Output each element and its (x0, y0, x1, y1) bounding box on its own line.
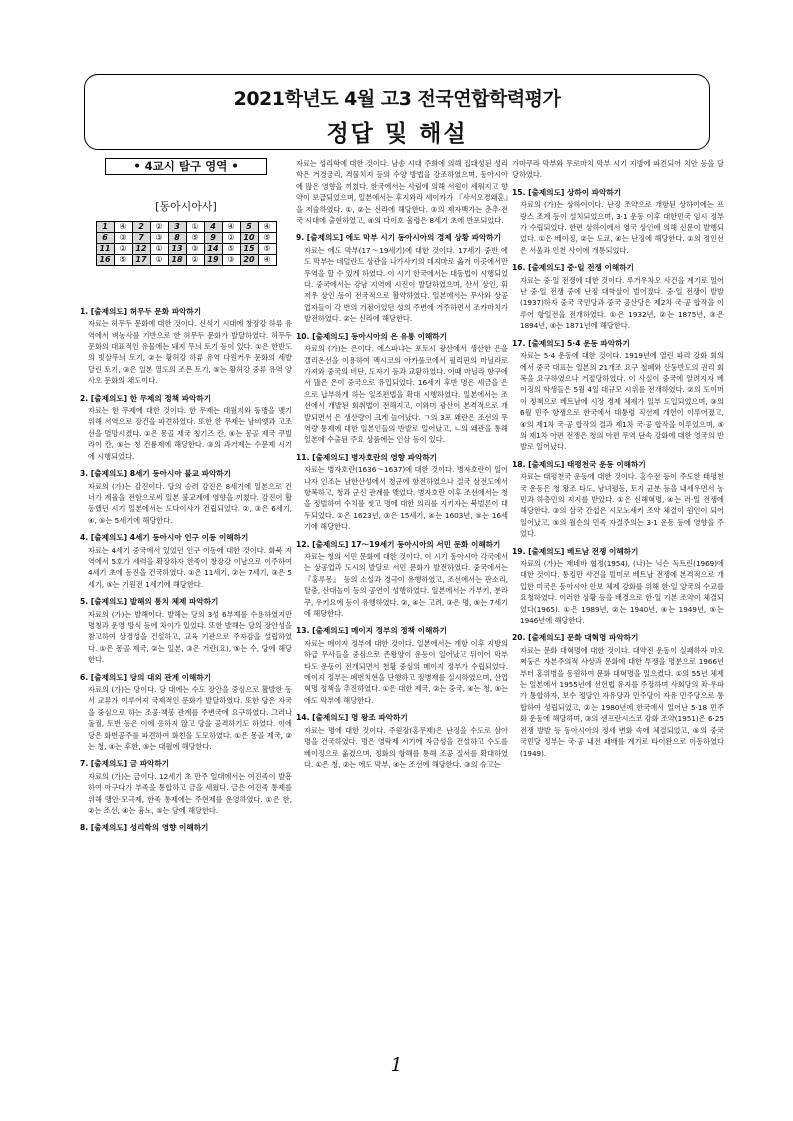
question-heading: 8. [출제의도] 성리학의 영향 이해하기 (80, 823, 209, 833)
question-explanation: 자료의 (가)는 상하이이다. 난징 조약으로 개항된 상하이에는 프랑스 조계 등이 설치되었으며, 3·1 운동 이후 대한민국 임시 정부가 수립되었다. 한편 상하이에서 영국 상인에 의해 신문이 발행되었다. ①은 베이징, ②는 도쿄, ④는 난징에 해당한다. ①의 정인선은 서울과 인천 사이에 개통되었다. (520, 200, 724, 255)
question-number: 2 (132, 221, 150, 232)
question-number: 7 (132, 232, 150, 243)
question-number: 18 (168, 254, 186, 265)
question-heading: 2. [출제의도] 한 무제의 정책 파악하기 (80, 393, 212, 403)
question-explanation: 자료의 (가)는 발해이다. 발해는 당의 3성 6부제를 수용하였지만 명칭과 운영 방식 등에 차이가 있었다. 또한 발해는 당의 장안성을 참고하여 상경성을 건설하고, 교육 기관으로 주자감을 설립하였다. ①은 몽골 제국, ②는 일본, ③은 거란(요), ⑤는 수, 당에 해당한다. (88, 609, 292, 665)
answer-choice: ① (186, 221, 204, 232)
question-heading: 1. [출제의도] 허무두 문화 파악하기 (80, 306, 202, 316)
question-heading: 16. [출제의도] 중·일 전쟁 이해하기 (512, 263, 634, 273)
answer-choice: ③ (150, 232, 168, 243)
question-number: 20 (240, 254, 258, 265)
answer-choice: ③ (186, 243, 204, 254)
answer-choice: ③ (114, 232, 132, 243)
question-explanation: 자료의 (가)는 감진이다. 당의 승려 감진은 8세기에 일본으로 건너가 계율을 전함으로써 일본 불교계에 영향을 끼쳤다. 감진이 활동했던 시기 일본에서는 도다이사가 건립되었다. ②, ③은 6세기, ④, ⑤는 5세기에 해당한다. (88, 481, 292, 525)
answer-row (96, 243, 276, 254)
answer-choice: ⑤ (114, 254, 132, 265)
column-left (80, 158, 292, 840)
question-explanation: 자료는 중·일 전쟁에 대한 것이다. 루거우차오 사건을 계기로 일어난 중·일 전쟁 중에 난징 대학살이 벌어졌다. 중·일 전쟁이 발발(1937)하자 중국 국민당과 중국 공산당은 제2차 국·공 합작을 이루어 항일전을 전개하였다. ①은 1932년, ②는 1875년, ③은 1894년, ④는 1871년에 해당한다. (520, 275, 724, 331)
explanation-item (296, 712, 508, 770)
question-number: 15 (240, 243, 258, 254)
answer-choice: ⑤ (258, 243, 276, 254)
answer-choice: ⑤ (258, 232, 276, 243)
explanations-middle (296, 232, 508, 770)
question-number: 19 (204, 254, 222, 265)
question-explanation: 자료는 청의 서민 문화에 대한 것이다. 이 시기 동아시아 각국에서는 상공업과 도시의 발달로 서민 문화가 발전하였다. 중국에서는 『홍루몽』 등의 소설과 경극이 유행하였고, 조선에서는 판소리, 탈춤, 산대놀이 등의 공연이 성행하였다. 일본에서는 가부키, 분라쿠, 우키요에 등이 유행하였다. ②, ④는 고려, ③은 명, ⑤는 7세기에 해당한다. (304, 552, 508, 619)
answer-key-table (96, 221, 277, 266)
question-explanation: 자료의 (가)는 은이다. 에스파냐는 포토시 광산에서 생산한 은을 갤리온선을 이용하여 멕시코의 아카풀코에서 필리핀의 마닐라로 가져와 중국의 비단, 도자기 등과 교환하였다. 이때 마닐라 항구에서 많은 은이 중국으로 유입되었다. 16세기 후반 명은 세금을 은으로 납부하게 하는 일조편법을 확대 시행하였다. 일본에서는 조선에서 개발된 회취법이 전해지고, 이와미 광산이 본격적으로 개발되면서 은 생산량이 크게 늘어났다. ㄱ의 3포 왜란은 조선의 무역량 통제에 대한 일본인들의 반발로 일어났고, ㄴ의 왜관을 통해 일본에 수출된 주요 상품에는 인삼 등이 있다. (304, 344, 508, 445)
question-explanation: 자료는 병자호란(1636～1637)에 대한 것이다. 병자호란이 일어나자 인조는 남한산성에서 청군에 항전하였으나 결국 삼전도에서 항복하고, 청과 군신 관계를 맺었다. 병자호란 이후 조선에서는 청을 정벌하여 수치를 씻고 명에 대한 의리를 지키자는 북벌론이 대두되었다. ①은 1623년, ③은 15세기, ④는 1603년, ⑤는 16세기에 해당한다. (304, 465, 508, 532)
question-heading: 6. [출제의도] 당의 대외 관계 이해하기 (80, 672, 212, 682)
question-explanation: 자료의 (가)는 금이다. 12세기 초 만주 일대에서는 여진족이 발흥하여 아구다가 부족을 통합하고 금을 세웠다. 금은 여진족 통제를 위해 맹안·모극제, 한족 통제에는 주현제를 운영하였다. ①은 한, ②는 조선, ④는 흉노, ⑤는 당에 해당한다. (88, 771, 292, 816)
exam-title: 2021학년도 4월 고3 전국연합학력평가 (233, 88, 561, 110)
column-middle (296, 158, 508, 776)
question-number: 11 (96, 243, 114, 254)
question-number: 12 (132, 243, 150, 254)
explanation-item (296, 625, 508, 706)
answer-choice: ④ (258, 254, 276, 265)
question-explanation: 자료는 에도 막부(17～19세기)에 대한 것이다. 17세기 중반 에도 막부는 네덜란드 상관을 나가사키의 데지마로 옮겨 이곳에서만 무역을 할 수 있게 하였다. 이 시기 한국에서는 대동법이 시행되었다. 중국에서는 강남 지역에 시진이 발달하였으며, 산서 상인, 휘저우 상인 등이 전국적으로 활약하였다. 일본에서는 무사와 상공업자들이 각 번의 거점이었던 성의 주변에 거주하면서 조카마치가 발전하였다. ②는 신라에 해당한다. (304, 245, 508, 324)
question-heading: 9. [출제의도] 에도 막부 시기 동아시아의 경제 상황 파악하기 (296, 233, 501, 243)
question-number: 1 (96, 221, 114, 232)
question-heading: 20. [출제의도] 문화 대혁명 파악하기 (512, 633, 639, 643)
question-number: 10 (240, 232, 258, 243)
explanation-item (512, 459, 724, 540)
answer-choice: ① (150, 243, 168, 254)
explanation-item (296, 232, 508, 324)
explanation-item (80, 532, 292, 590)
answer-choice: ④ (222, 221, 240, 232)
page-header (84, 74, 710, 150)
page-number: 1 (390, 1054, 403, 1076)
answer-row (96, 254, 276, 265)
question-explanation: 자료는 5·4 운동에 대한 것이다. 1919년에 열린 파리 강화 회의에서 중국 대표는 일본의 21개조 요구 철폐와 산둥반도의 권리 회복을 요구하였으나 거절당하였다. 이 사실이 중국에 알려지자 베이징의 학생들은 5월 4일 대규모 시위를 전개하였다. ②의 도이머이 정책으로 베트남에 시장 경제 체제가 일부 도입되었으며, ③의 6월 민주 항쟁으로 한국에서 대통령 직선제 개헌이 이루어졌고, ④의 제1차 국·공 합작의 결과 제1차 국·공 합작을 이루었으며, ⑤의 제1차 아편 전쟁은 청의 아편 무역 단속 강화에 대한 영국의 반발로 일어났다. (520, 351, 724, 452)
question-number: 14 (204, 243, 222, 254)
question-heading: 7. [출제의도] 금 파악하기 (80, 759, 170, 769)
question-number: 8 (168, 232, 186, 243)
question-heading: 15. [출제의도] 상하이 파악하기 (512, 187, 622, 197)
question-explanation: 자료는 명에 대한 것이다. 주원장(홍무제)은 난징을 수도로 삼아 명을 건국하였다. 명은 영락제 시기에 자금성을 건설하고 수도를 베이징으로 옮겼으며, 정화의 항해를 통해 조공 질서를 확대하였다. ①은 청, ②는 에도 막부, ④는 조선에 해당한다. ③의 슈고는 (304, 725, 508, 769)
answer-choice: ① (150, 254, 168, 265)
answer-choice: ④ (114, 221, 132, 232)
question-explanation: 자료의 (가)는 제네바 협정(1954), (나)는 닉슨 독트린(1969)에 대한 것이다. 통킹만 사건을 빌미로 베트남 전쟁에 본격적으로 개입한 미국은 동아시아 안보 체제 강화를 위해 한·일 양국의 수교를 요청하였다. 이러한 상황 등을 배경으로 한·일 기본 조약이 체결되었다(1965). ①은 1989년, ②는 1940년, ④는 1949년, ⑤는 1946년에 해당한다. (520, 559, 724, 626)
question-number: 13 (168, 243, 186, 254)
subject-title: [동아시아사] (155, 200, 217, 214)
answer-choice: ③ (222, 254, 240, 265)
question-heading: 3. [출제의도] 8세기 동아시아 불교 파악하기 (80, 469, 231, 479)
answer-row (96, 221, 276, 232)
question-heading: 19. [출제의도] 베트남 전쟁 이해하기 (512, 546, 639, 556)
explanation-item (296, 331, 508, 446)
answer-choice: ② (150, 221, 168, 232)
continued-explanation: 자료는 성리학에 대한 것이다. 남송 시대 주희에 의해 집대성된 성리학은 거경궁리, 격물치지 등의 수양 방법을 강조하였으며, 동아시아에 많은 영향을 끼쳤다. 한국에서는 사림에 의해 서원이 세워지고 향약이 보급되었으며, 일본에서는 후지와라 세이카가 『사서오경왜훈』을 저술하였다. ①, ②는 신라에 해당한다. ③의 제자백가는 춘추·전국 시대에 출현하였고, ④의 다이호 율령은 8세기 초에 반포되었다. (296, 159, 508, 226)
exam-subtitle: 정답 및 해설 (326, 121, 468, 147)
explanation-item (80, 672, 292, 753)
explanations-right (512, 187, 724, 759)
continued-explanation: 가마쿠라 막부와 무로마치 막부 시기 지방에 파견되어 치안 등을 담당하였다. (512, 159, 724, 180)
question-heading: 10. [출제의도] 동아시아의 은 유통 이해하기 (296, 331, 447, 341)
explanations-left (80, 306, 292, 834)
question-number: 9 (204, 232, 222, 243)
explanation-item (512, 632, 724, 758)
question-number: 6 (96, 232, 114, 243)
explanation-item (296, 539, 508, 620)
explanation-item (512, 338, 724, 453)
question-heading: 12. [출제의도] 17～19세기 동아시아의 서민 문화 이해하기 (296, 539, 501, 549)
question-number: 5 (240, 221, 258, 232)
question-explanation: 자료는 메이지 정부에 대한 것이다. 일본에서는 개항 이후 지방의 하급 무사들을 중심으로 존왕양이 운동이 일어났고 뒤이어 막부 타도 운동이 전개되면서 천황 중심의 메이지 정부가 수립되었다. 메이지 정부는 폐번치현을 단행하고 징병제를 실시하였으며, 산업혁명 정책을 추진하였다. ①은 대한 제국, ②는 중국, ④는 청, ⑤는 에도 막부에 해당한다. (304, 638, 508, 705)
area-title: • 4교시 탐구 영역 • (105, 158, 267, 175)
answer-choice: ② (222, 232, 240, 243)
question-number: 3 (168, 221, 186, 232)
answer-choice: ④ (258, 221, 276, 232)
question-heading: 4. [출제의도] 4세기 동아시아 인구 이동 이해하기 (80, 533, 249, 543)
explanation-item (296, 452, 508, 533)
explanation-item (80, 306, 292, 387)
question-number: 16 (96, 254, 114, 265)
explanation-item (512, 187, 724, 256)
explanation-item (80, 758, 292, 816)
explanation-item (80, 822, 292, 833)
question-heading: 5. [출제의도] 발해의 통치 체제 파악하기 (80, 597, 219, 607)
question-heading: 17. [출제의도] 5·4 운동 파악하기 (512, 338, 630, 348)
column-right (512, 158, 724, 765)
answer-choice: ⑤ (222, 243, 240, 254)
explanation-item (80, 393, 292, 462)
question-heading: 18. [출제의도] 태평천국 운동 이해하기 (512, 459, 646, 469)
question-explanation: 자료는 태평천국 운동에 대한 것이다. 홍수전 등이 주도한 태평천국 운동은 청 왕조 타도, 남녀평등, 토지 균분 등을 내세우면서 농민과 하층민의 지지를 받았다. ①은 신해혁명, ④는 러·일 전쟁에 해당한다. ③의 삼국 간섭은 시모노세키 조약 체결이 원인이 되어 일어났고, ⑤의 월슨의 민족 자결주의는 3·1 운동 등에 영향을 주었다. (520, 472, 724, 539)
question-heading: 11. [출제의도] 병자호란의 영향 파악하기 (296, 452, 437, 462)
question-explanation: 자료는 4세기 중국에서 있었던 인구 이동에 대한 것이다. 화북 지역에서 5호가 세력을 확장하자 한족이 창장강 이남으로 이주하여 4세기 초에 동진을 건국하였다. ①은 11세기, ②는 7세기, ③은 5세기, ⑤는 기원전 1세기에 해당한다. (88, 545, 292, 589)
question-number: 17 (132, 254, 150, 265)
answer-choice: ⑤ (186, 232, 204, 243)
answer-choice: ② (114, 243, 132, 254)
explanation-item (80, 468, 292, 526)
question-explanation: 자료는 허무두 문화에 대한 것이다. 신석기 시대에 창장강 하류 유역에서 벼농사를 기반으로 한 허무두 문화가 발달하였다. 허무두 문화의 대표적인 유물에는 돼지 무늬 토기 등이 있다. ①은 한반도의 빗살무늬 토기, ②는 황허강 하류 유역 다원커우 문화의 세발 달린 토기, ③은 일본 열도의 조몬 토기, ⑤는 황허강 중류 유역 양사오 문화의 채도이다. (88, 319, 292, 386)
answer-row (96, 232, 276, 243)
question-number: 4 (204, 221, 222, 232)
explanation-item (512, 262, 724, 331)
question-explanation: 자료의 (가)는 당이다. 당 대에는 수도 장안을 중심으로 활발한 동서 교류가 이루어져 국제적인 문화가 발달하였다. 또한 당은 자국을 중심으로 하는 조공·책봉 관계를 주변국에 요구하였다. 그러나 돌궐, 토번 등은 이에 응하지 않고 당을 공격하기도 하였다. 이에 당은 화번공주를 파견하여 화친을 도모하였다. ①은 몽골 제국, ②는 청, ④는 후한, ⑤는 대월에 해당한다. (88, 685, 292, 752)
explanation-item (80, 596, 292, 665)
answer-choice: ② (186, 254, 204, 265)
question-explanation: 자료는 문화 대혁명에 대한 것이다. 대약진 운동이 실패하자 마오쩌둥은 자본주의적 사상과 문화에 대한 투쟁을 명분으로 1966년부터 홍위병을 동원하여 문화 대혁명을 일으켰다. ①의 55년 체제는 일본에서 1955년에 선헌법 유지를 주장하며 사회당의 좌·우파가 통합하자, 보수 정당인 자유당과 민주당이 자유 민주당으로 통합하여 성립되었고, ②는 1980년에 한국에서 일어난 5·18 민주화 운동에 해당하며, ③의 샌프란시스코 강화 조약(1951)은 6·25 전쟁 발발 등 동아시아의 정세 변화 속에 체결되었고, ⑤의 중국 국민당 정부는 국·공 내전 패배를 계기로 타이완으로 이동하였다(1949). (520, 645, 724, 758)
explanation-item (512, 546, 724, 627)
question-heading: 14. [출제의도] 명 왕조 파악하기 (296, 713, 408, 723)
question-heading: 13. [출제의도] 메이지 정부의 정책 이해하기 (296, 626, 447, 636)
question-explanation: 자료는 한 무제에 대한 것이다. 한 무제는 대월지와 동맹을 맺기 위해 서역으로 장건을 파견하였다. 또한 한 무제는 남비엣과 고조선을 멸망시켰다. ①은 몽골 제국 칭기즈 칸, ④는 몽골 제국 쿠빌라이 칸, ⑤는 청 건륭제에 해당한다. ③의 과거제는 수문제 시기에 시행되었다. (88, 406, 292, 461)
